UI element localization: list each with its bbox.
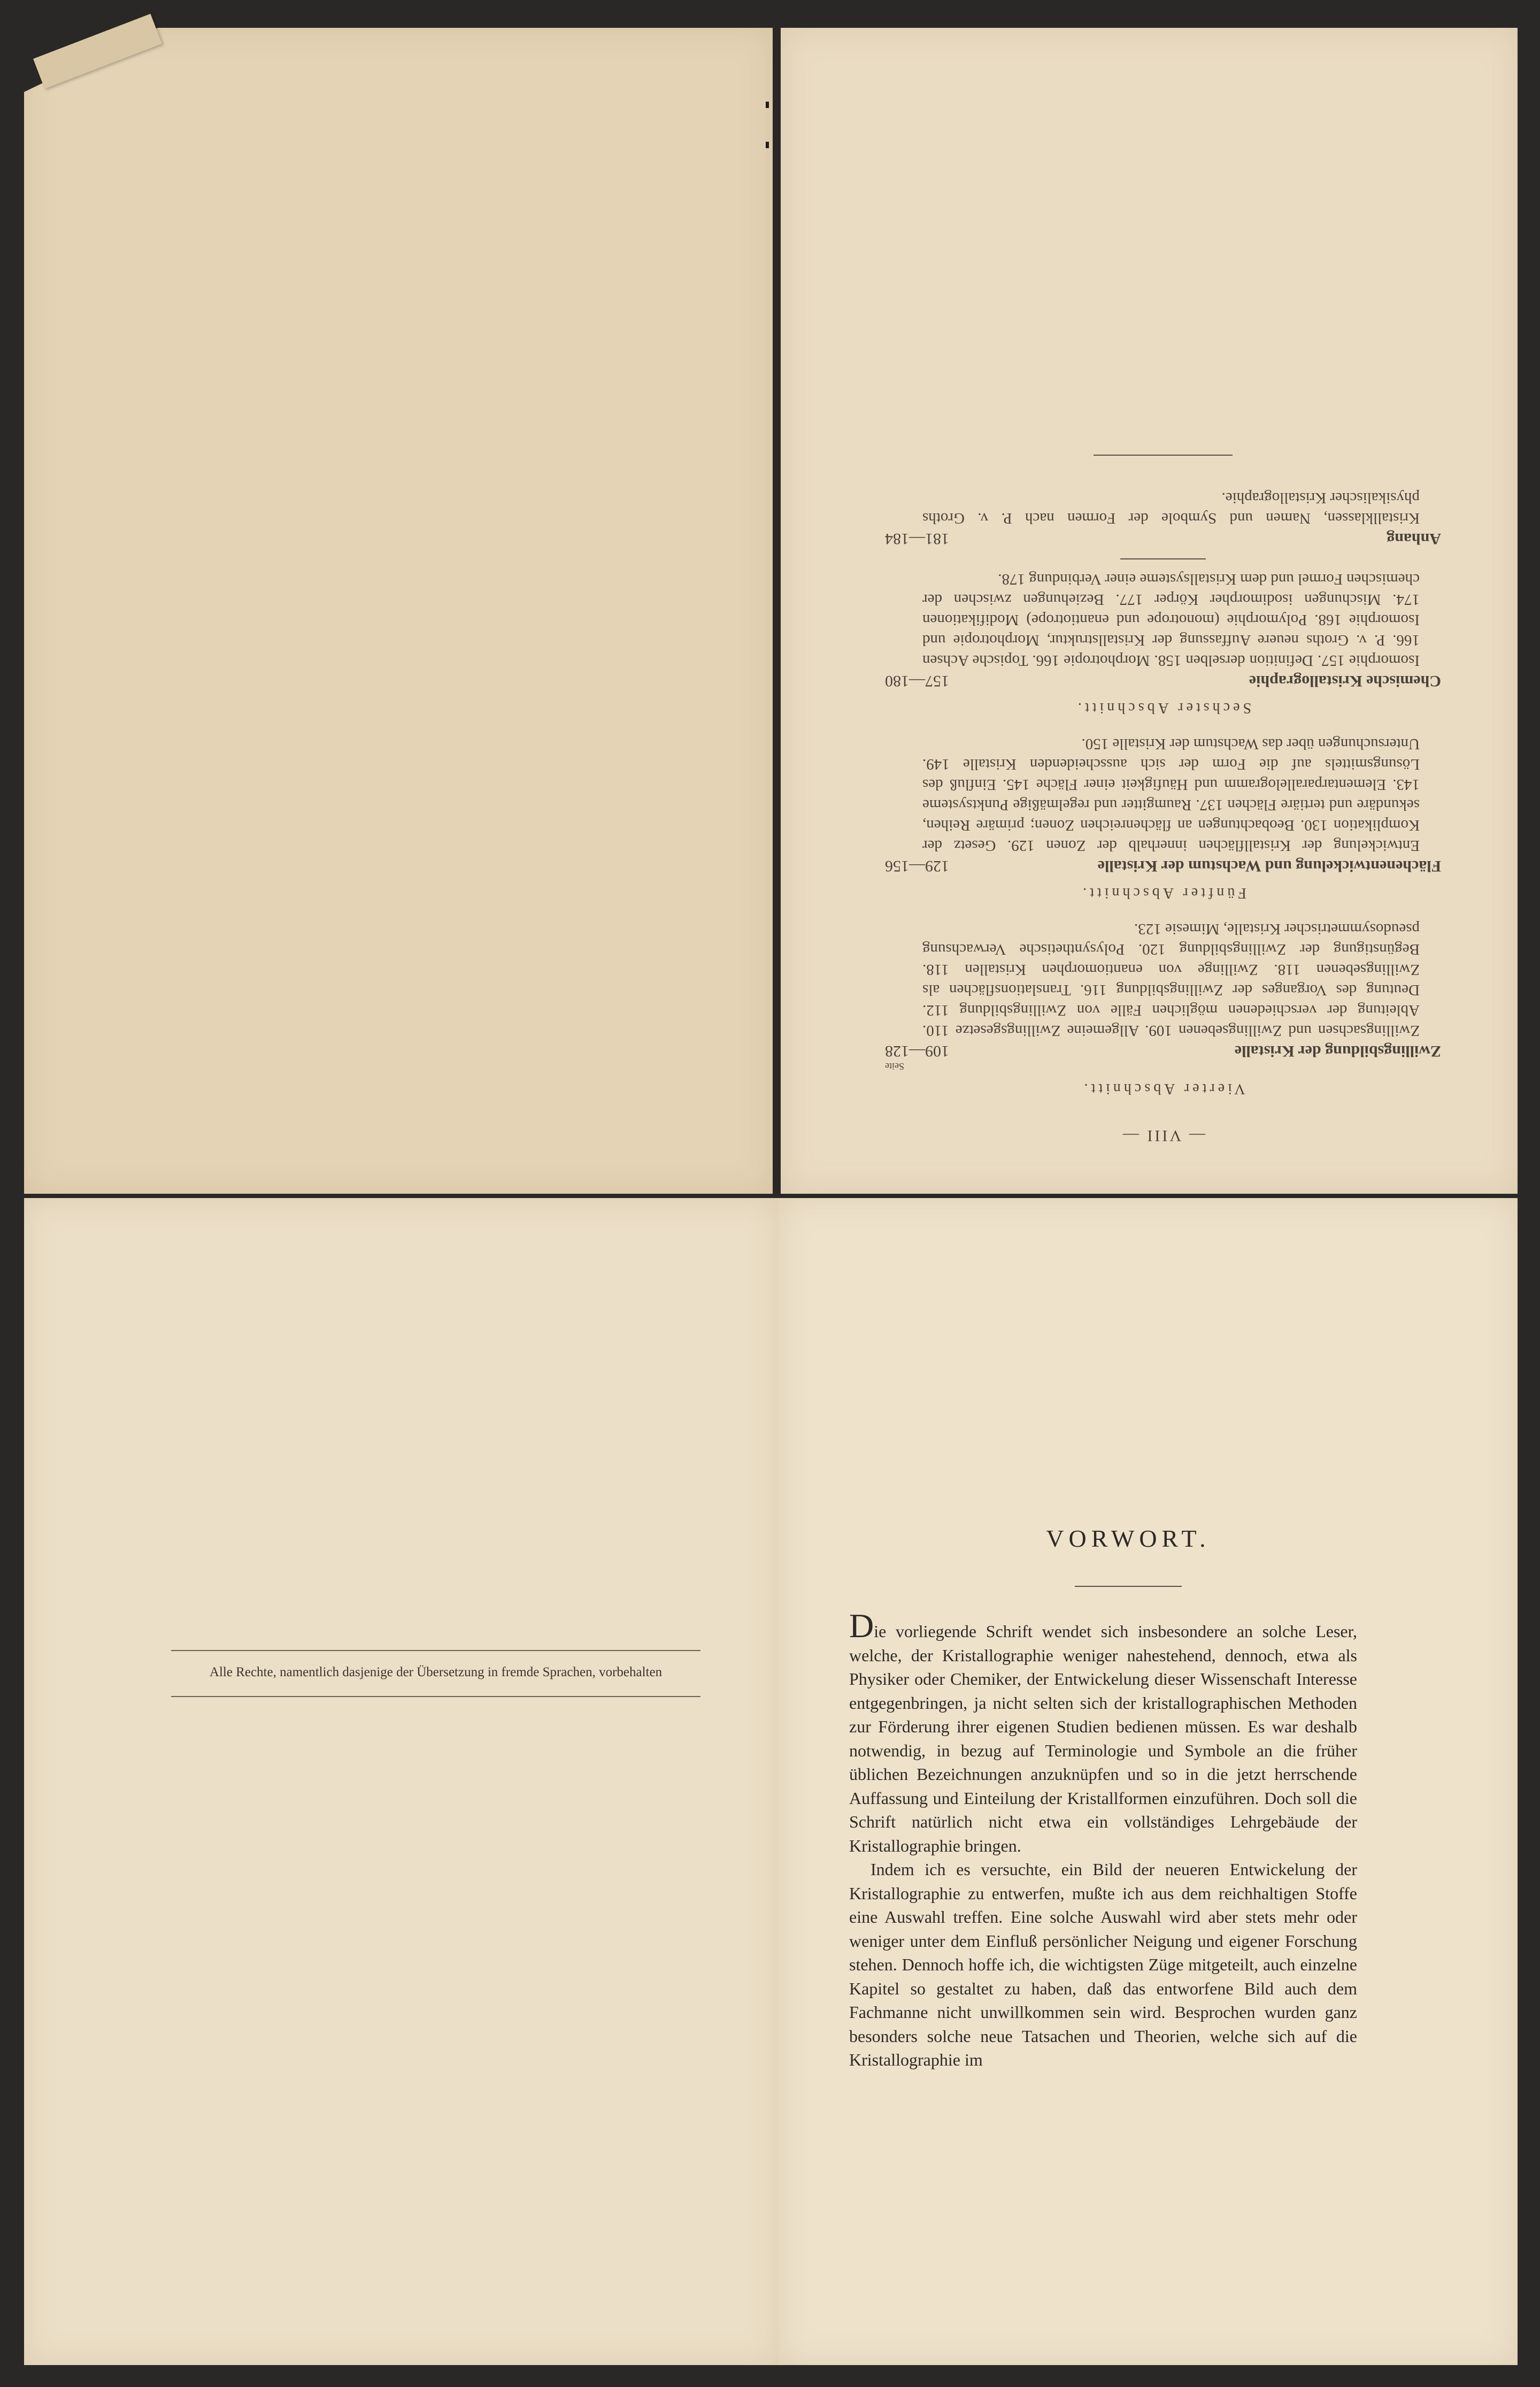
spine-mark — [766, 102, 769, 108]
toc-entry-pages: 129—156 — [885, 857, 949, 875]
section-heading: Fünfter Abschnitt. — [1080, 885, 1246, 901]
toc-entry-pages: 157—180 — [885, 672, 949, 690]
toc-entry-title: Anhang — [1387, 530, 1441, 548]
toc-entry-description: Isomorphie 157. Definition derselben 158. Morphotropie 166. Topische Achsen 166. P. v. Groths neuere Auffassung der Kristallstruktur, Morphotropie und Isomorphie 168. Polymorphie (monotrope und enantiotrope) Modifikationen 174. Mischungen isodimorpher Körper 177. Beziehungen zwischen der chemischen Formel und dem Kristallsysteme einer Verbindung 178. — [922, 571, 1420, 669]
toc-entry-description: Zwillingsachsen und Zwillingsebenen 109. Allgemeine Zwillingsgesetze 110. Ableitung der verschiedenen möglichen Fälle von Zwillingsbildung 112. Deutung des Vorganges der Zwillingsbildung 116. Translationsflächen als Zwillingsebenen 118. Zwillinge von enantiomorphen Kristallen 118. Begünstigung der Zwillingsbildung 120. Polysynthetische Verwachsung pseudosymmetrischer Kristalle, Mimesie 123. — [922, 920, 1420, 1039]
toc-entry — [885, 856, 1441, 876]
toc-entry-title: Chemische Kristallographie — [1249, 672, 1441, 690]
preface-title-rule — [1075, 1586, 1182, 1587]
preface-title: VORWORT. — [1046, 1525, 1211, 1552]
rights-notice: Alle Rechte, namentlich dasjenige der Übersetzung in fremde Sprachen, vorbehalten — [171, 1650, 700, 1697]
toc-entry — [885, 671, 1441, 691]
table-of-contents — [885, 306, 1441, 1146]
divider-rule — [1120, 558, 1206, 559]
toc-entry-pages: 181—184 — [885, 530, 949, 548]
preface-body — [849, 1607, 1357, 2072]
end-rule — [1094, 455, 1233, 456]
drop-cap: D — [849, 1607, 874, 1645]
copyright-page — [24, 1198, 778, 2365]
toc-entry-title: Flächenentwickelung und Wachstum der Kristalle — [1097, 857, 1441, 875]
seite-label: Seite — [885, 1061, 904, 1072]
contents-page-inverted — [781, 28, 1518, 1194]
preface-paragraph: Indem ich es versuchte, ein Bild der neueren Entwickelung der Kristallographie zu entwerfen, mußte ich aus dem reichhaltigen Stoffe eine Auswahl treffen. Eine solche Auswahl wird aber stets mehr oder weniger unter dem Einfluß persönlicher Neigung und eigener Forschung stehen. Dennoch hoffe ich, die wichtigsten Züge mitgeteilt, auch einzelne Kapitel so gestaltet zu haben, daß das entworfene Bild auch dem Fachmanne nicht unwillkommen sein wird. Besprochen wurden ganz besonders solche neue Tatsachen und Theorien, welche sich auf die Kristallographie im — [849, 1860, 1357, 2069]
page-number: — VIII — — [1120, 1127, 1206, 1145]
toc-entry-description: Entwickelung der Kristallflächen innerhalb der Zonen 129. Gesetz der Komplikation 130. Beobachtungen an flächenreichen Zonen; primäre Reihen, sekundäre und tertiäre Flächen 137. Raumgitter und regelmäßige Punktsysteme 143. Elementarparallelogramm und Häufigkeit einer Fläche 145. Einfluß des Lösungsmittels auf die Form der sich ausscheidenden Kristalle 149. Untersuchungen über das Wachstum der Kristalle 150. — [922, 735, 1420, 854]
toc-entry-pages: 109—128 — [885, 1042, 949, 1060]
section-heading: Sechster Abschnitt. — [1074, 700, 1252, 716]
toc-entry — [885, 1041, 1441, 1061]
blank-page-top-left — [24, 28, 773, 1194]
toc-entry-description: Kristallklassen, Namen und Symbole der Formen nach P. v. Groths physikalischer Kristallographie. — [922, 489, 1420, 527]
section-heading: Vierter Abschnitt. — [1081, 1080, 1245, 1097]
preface-paragraph — [849, 1607, 1357, 1858]
spine-mark — [766, 142, 769, 148]
toc-entry — [885, 528, 1441, 549]
toc-entry-title: Zwillingsbildung der Kristalle — [1234, 1042, 1441, 1060]
preface-paragraph-text: ie vorliegende Schrift wendet sich insbesondere an solche Leser, welche, der Kristallographie weniger nahestehend, dennoch, etwa als Physiker oder Chemiker, der Entwickelung dieser Wissenschaft Interesse entgegenbringen, ja nicht selten sich der kristallographischen Methoden zur Förderung ihrer eigenen Studien bedienen müssen. Es war deshalb notwendig, in bezug auf Terminologie und Symbole an die früher üblichen Bezeichnungen anzuknüpfen und so in die jetzt herrschende Auffassung und Einteilung der Kristallformen einzuführen. Doch soll die Schrift natürlich nicht etwa ein vollständiges Lehrgebäude der Kristallographie bringen. — [849, 1622, 1357, 1855]
